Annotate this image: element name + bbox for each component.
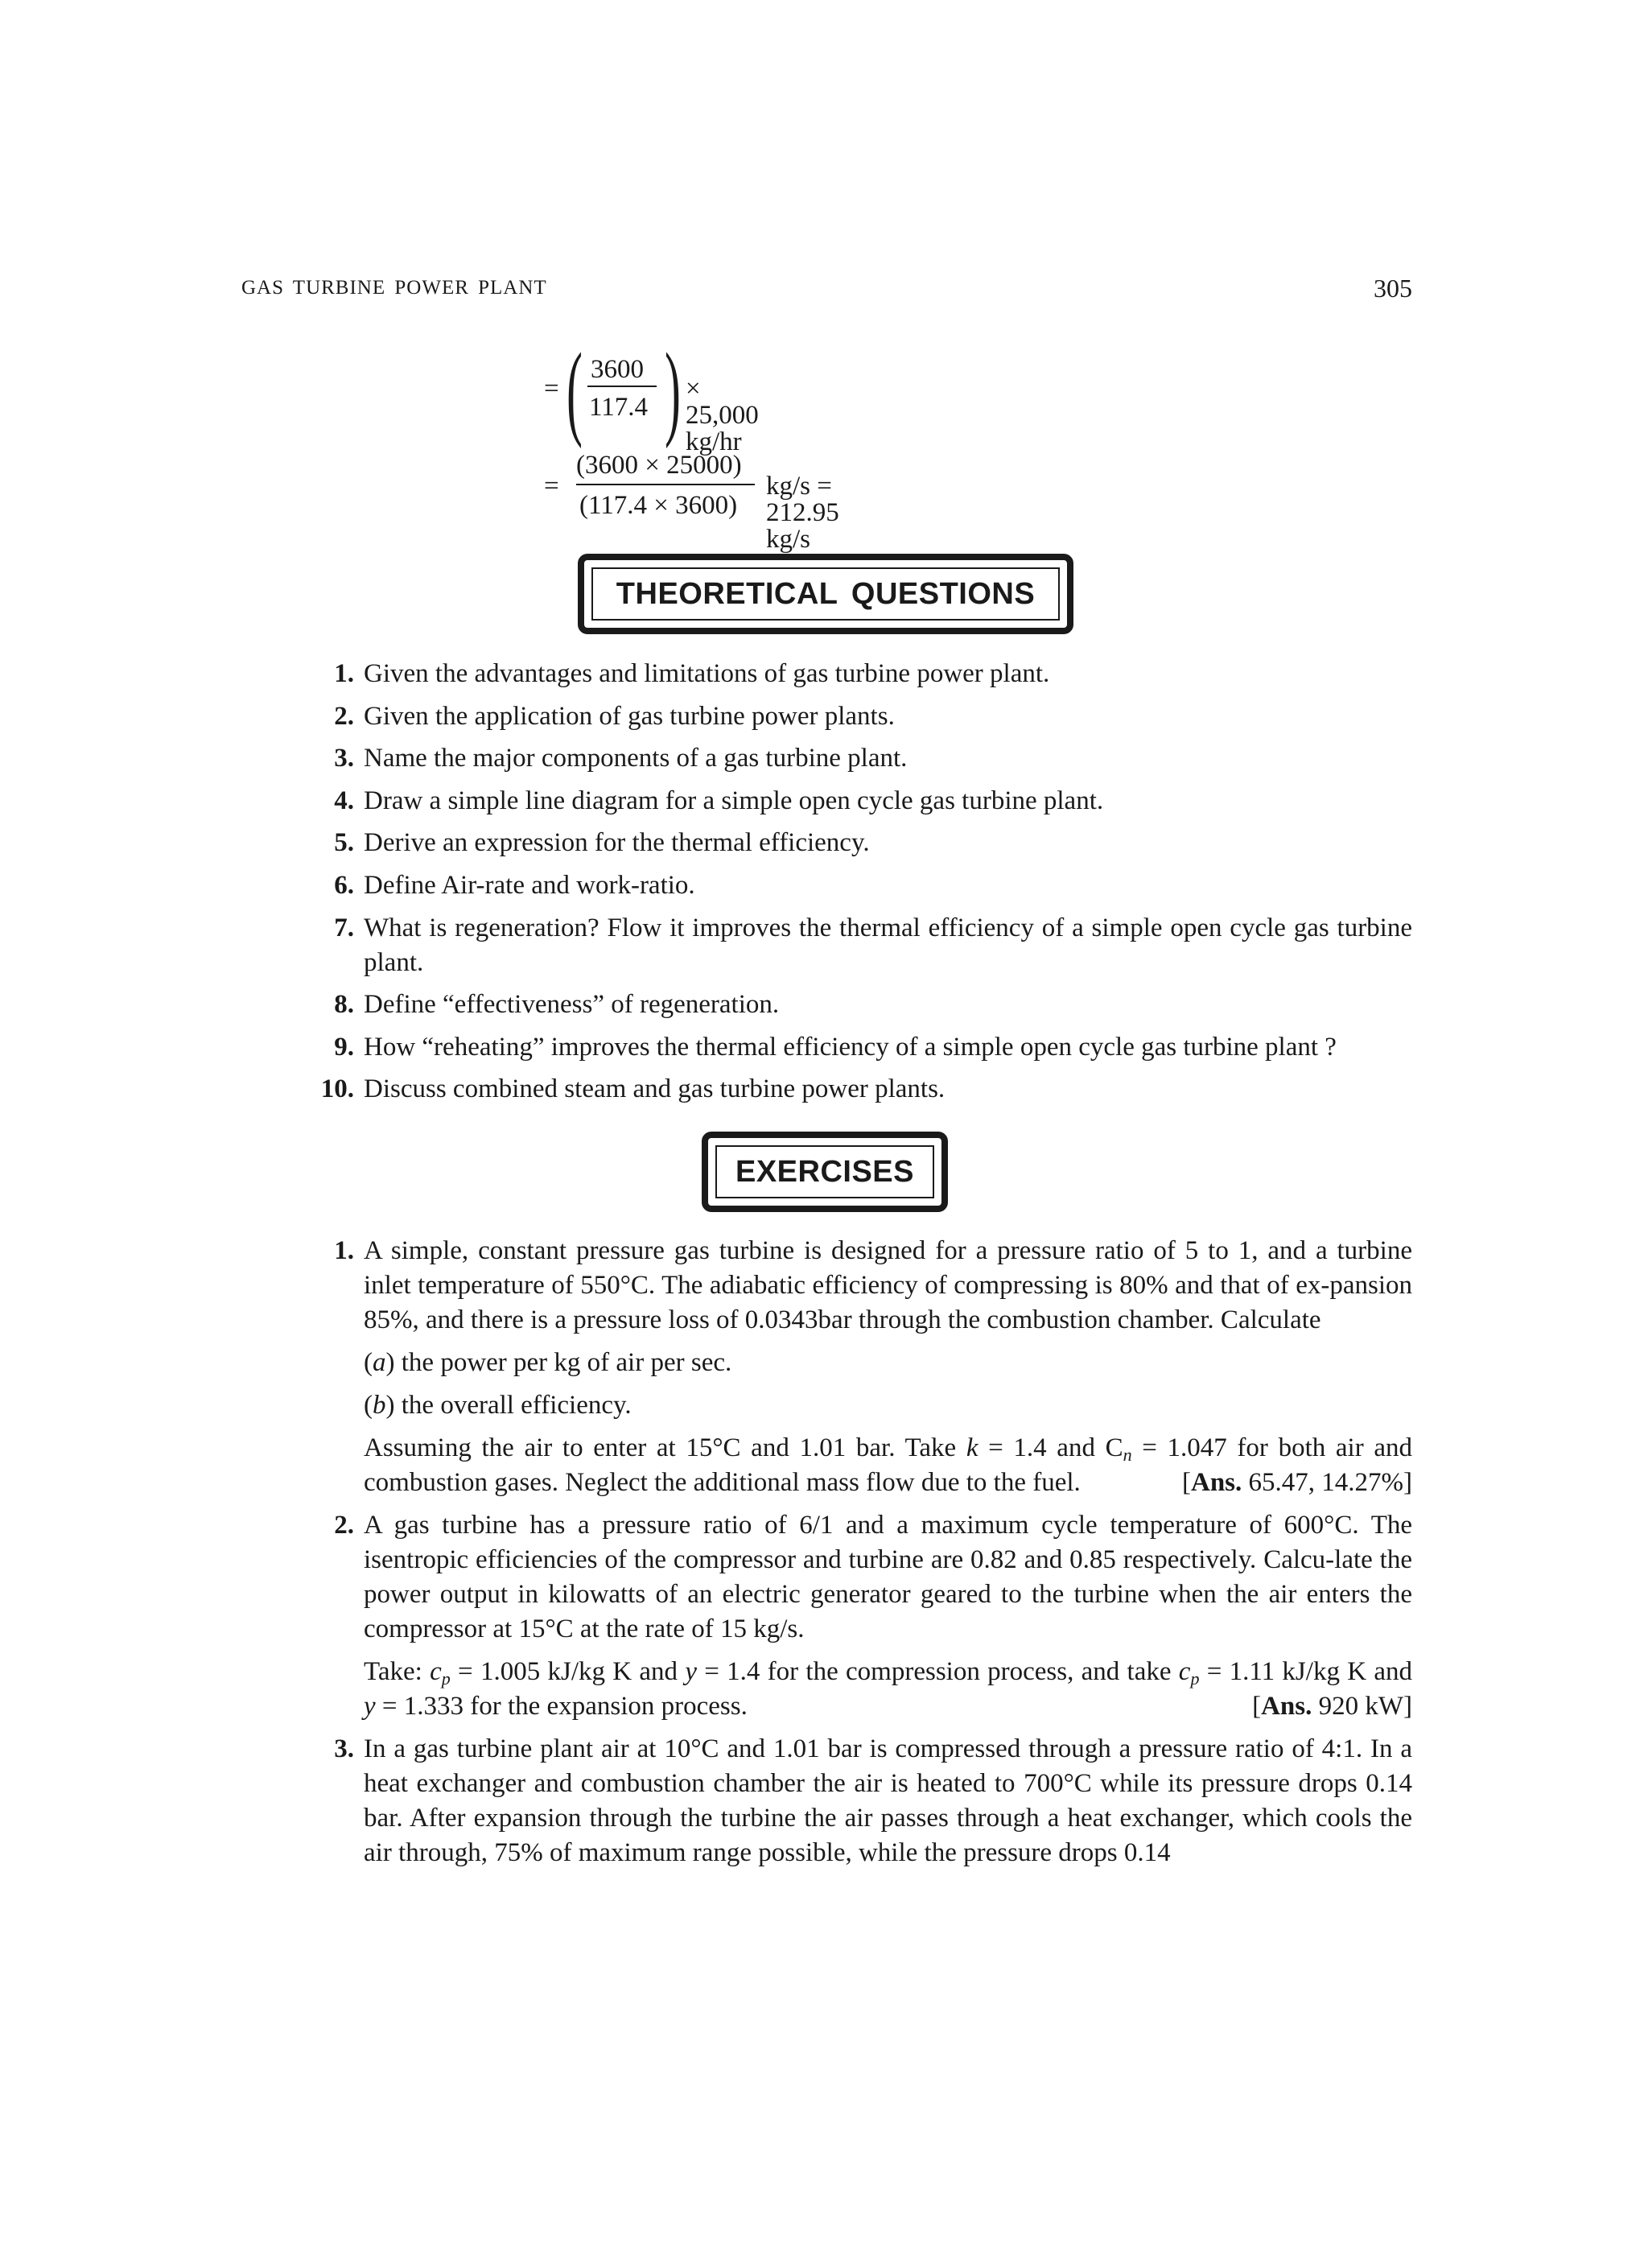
variable: c — [1178, 1657, 1191, 1686]
exercise-note — [364, 1655, 1412, 1724]
fraction-numerator: 3600 — [591, 355, 644, 384]
equation-tail: kg/s = 212.95 kg/s — [766, 472, 839, 554]
item-text: Name the major components of a gas turbine plant. — [364, 744, 908, 773]
list-item — [306, 868, 1412, 903]
note-text: = 1.333 for the expansion process. — [381, 1692, 748, 1721]
left-paren: ( — [566, 331, 583, 449]
fraction-bar — [587, 386, 657, 387]
item-text: What is regeneration? Flow it improves the thermal efficiency of a simple open cycle gas turbine plant. — [364, 913, 1412, 977]
item-number: 1. — [334, 1236, 354, 1265]
item-text: Derive an expression for the thermal efficiency. — [364, 828, 870, 858]
exercise-item — [306, 1732, 1412, 1870]
theoretical-questions-list — [306, 657, 1412, 1115]
note-text: = 1.4 and C — [988, 1433, 1123, 1462]
answer-label: Ans. — [1190, 1468, 1242, 1497]
list-item — [306, 699, 1412, 734]
note-text: = 1.005 kJ/kg K and — [458, 1657, 678, 1686]
exercises-heading-box — [702, 1132, 948, 1212]
item-number: 8. — [334, 990, 354, 1020]
sub-text: the power per kg of air per sec. — [401, 1348, 732, 1377]
list-item — [306, 741, 1412, 776]
item-number: 2. — [334, 701, 354, 731]
note-text: Assuming the air to enter at 15°C and 1.01 bar. Take — [364, 1433, 957, 1462]
item-number: 5. — [334, 828, 354, 858]
item-text: In a gas turbine plant air at 10°C and 1.01 bar is compressed through a pressure ratio of 4:1. In a heat exchanger and combustion chamber the air is heated to 700°C while its pressure drops 0.14 bar. After expansion through the turbine the air passes through a heat exchanger, which cools the air through, 75% of maximum range possible, while the pressure drops 0.14 — [364, 1734, 1412, 1867]
item-number: 4. — [334, 786, 354, 815]
item-number: 1. — [334, 659, 354, 688]
fraction-denominator: 117.4 — [589, 393, 649, 422]
variable: y — [364, 1692, 376, 1721]
variable: y — [685, 1657, 697, 1686]
note-text: Take: — [364, 1657, 422, 1686]
item-number: 2. — [334, 1511, 354, 1540]
sub-text: the overall efficiency. — [401, 1391, 632, 1420]
running-head: GAS TURBINE POWER PLANT — [241, 277, 547, 299]
note-text: = 1.11 kJ/kg K and — [1206, 1657, 1412, 1686]
item-text: Draw a simple line diagram for a simple open cycle gas turbine plant. — [364, 786, 1104, 815]
note-text: = 1.4 for the compression process, and take — [704, 1657, 1172, 1686]
item-text: Discuss combined steam and gas turbine power plants. — [364, 1074, 946, 1104]
theoretical-questions-heading-box — [578, 554, 1073, 634]
equation-tail: × 25,000 kg/hr — [686, 374, 759, 456]
subscript: p — [441, 1668, 451, 1689]
list-item — [306, 826, 1412, 860]
list-item — [306, 988, 1412, 1022]
item-text: Define Air-rate and work-ratio. — [364, 870, 695, 900]
equals-sign: = — [544, 472, 559, 501]
item-number: 9. — [334, 1032, 354, 1062]
exercise-item — [306, 1508, 1412, 1724]
equals-sign: = — [544, 374, 559, 403]
note-text: = 1.047 for both air and combustion gases. Neglect the additional mass flow due to the fuel. — [364, 1433, 1412, 1497]
section-heading: THEORETICAL QUESTIONS — [591, 567, 1060, 621]
list-item — [306, 1072, 1412, 1107]
item-text: Given the application of gas turbine power plants. — [364, 701, 895, 731]
item-text: Given the advantages and limitations of gas turbine power plant. — [364, 659, 1050, 688]
item-number: 10. — [320, 1074, 354, 1104]
fraction-numerator: (3600 × 25000) — [576, 451, 742, 480]
item-number: 6. — [334, 870, 354, 900]
exercise-note — [364, 1431, 1412, 1500]
fraction-bar — [576, 484, 755, 485]
answer-value: 65.47, 14.27%] — [1248, 1468, 1412, 1497]
section-heading: EXERCISES — [715, 1145, 934, 1198]
list-item — [306, 911, 1412, 980]
answer: [Ans. 65.47, 14.27%] — [1181, 1468, 1412, 1497]
subscript: p — [1190, 1668, 1200, 1689]
answer-value: 920 kW] — [1318, 1692, 1412, 1721]
list-item — [306, 784, 1412, 819]
item-number: 3. — [334, 1734, 354, 1763]
item-text: A gas turbine has a pressure ratio of 6/1 and a maximum cycle temperature of 600°C. The isentropic efficiencies of the compressor and turbine are 0.82 and 0.85 respectively. Calcu-late the power output in kilowatts of an electric generator geared to the turbine when the air enters the compressor at 15°C at the rate of 15 kg/s. — [364, 1511, 1412, 1643]
answer: [Ans. 920 kW] — [1252, 1692, 1412, 1721]
sub-label: a — [373, 1348, 386, 1377]
exercise-item — [306, 1234, 1412, 1500]
exercises-list — [306, 1234, 1412, 1878]
item-text: How “reheating” improves the thermal efficiency of a simple open cycle gas turbine plant ? — [364, 1032, 1337, 1062]
subscript: n — [1123, 1445, 1132, 1465]
sub-question: (b) the overall efficiency. — [364, 1391, 632, 1420]
list-item — [306, 657, 1412, 691]
item-number: 7. — [334, 913, 354, 942]
fraction-denominator: (117.4 × 3600) — [579, 491, 738, 520]
variable: c — [430, 1657, 442, 1686]
sub-question: (a) the power per kg of air per sec. — [364, 1348, 732, 1377]
variable: k — [966, 1433, 978, 1462]
sub-label: b — [373, 1391, 386, 1420]
item-text: A simple, constant pressure gas turbine is designed for a pressure ratio of 5 to 1, and a turbine inlet temperature of 550°C. The adiabatic efficiency of compressing is 80% and that of ex-pansion 85%, and there is a pressure loss of 0.0343bar through the combustion chamber. Calculate — [364, 1236, 1412, 1334]
item-number: 3. — [334, 744, 354, 773]
list-item — [306, 1030, 1412, 1065]
answer-label: Ans. — [1261, 1692, 1312, 1721]
right-paren: ) — [665, 331, 681, 449]
item-text: Define “effectiveness” of regeneration. — [364, 990, 780, 1020]
page-number: 305 — [1374, 274, 1412, 303]
